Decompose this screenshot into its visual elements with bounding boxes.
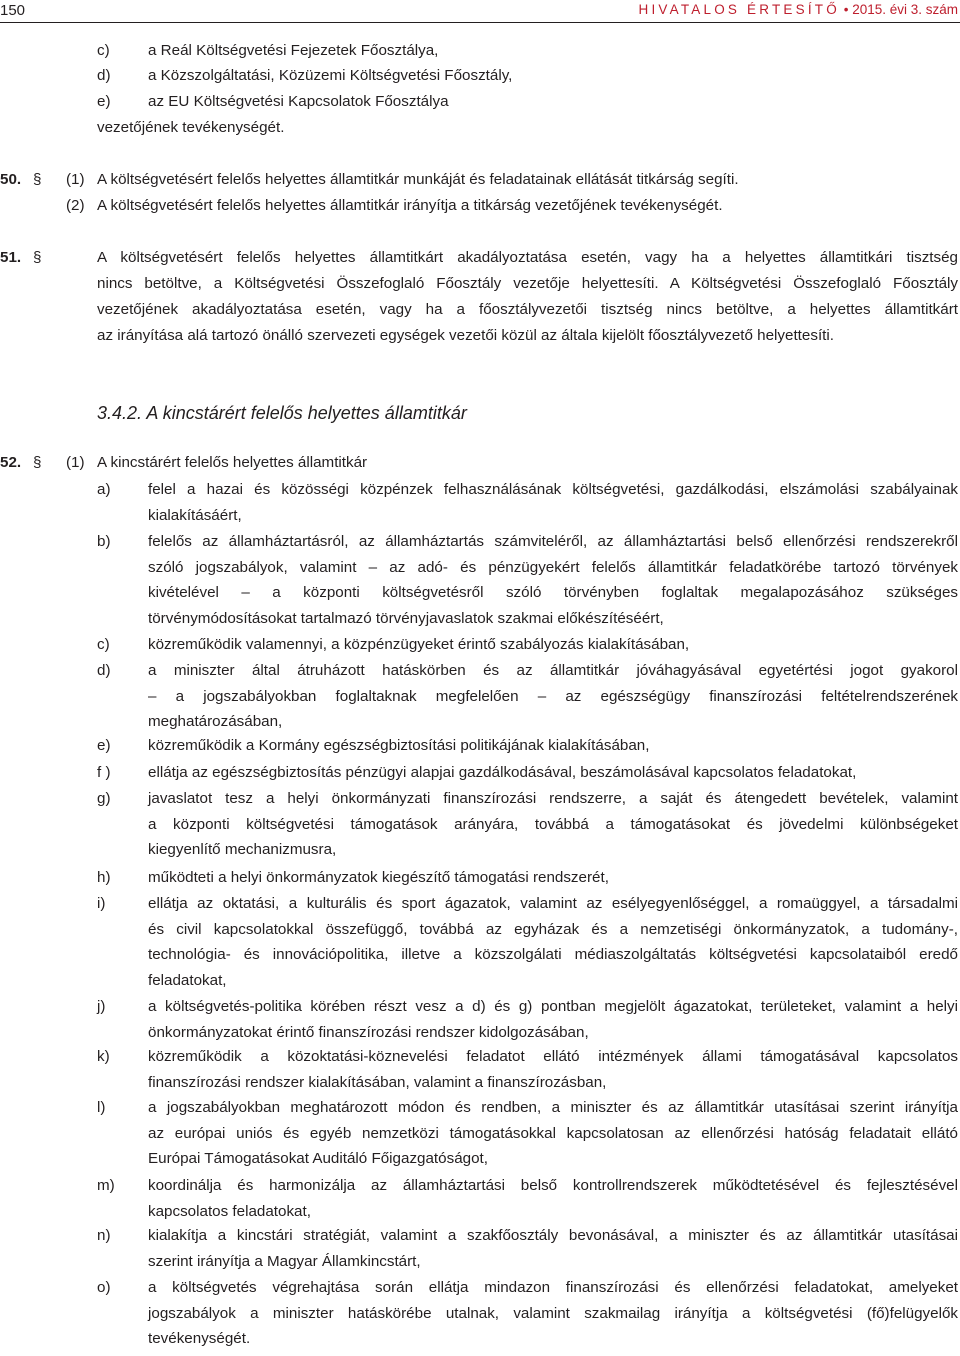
paragraph-label: (2) [66, 197, 85, 214]
paragraph-label: (1) [66, 171, 85, 188]
list-label: l) [97, 1099, 106, 1116]
list-item-line: a költségvetés végrehajtása során ellátja mindazon finanszírozási és ellenőrzési feladatokat, amelyeket [148, 1279, 958, 1296]
list-item-text: az EU Költségvetési Kapcsolatok Főosztálya [148, 93, 449, 110]
list-label: e) [97, 737, 111, 754]
section-number: 51. [0, 249, 22, 266]
issue-label: 2015. évi 3. szám [852, 2, 958, 17]
list-item-line: törvénymódosításokat tartalmazó törvényjavaslatok szakmai előkészítéséért, [148, 610, 664, 627]
paragraph-line: vezetőjének akadályoztatása esetén, vagy ha a főosztályvezetői tisztség nincs betöltve, a helyettes államtitkárt [97, 301, 958, 318]
list-item-line: meghatározásában, [148, 713, 283, 730]
paragraph-text: vezetőjének tevékenységét. [97, 119, 285, 136]
section-symbol: § [33, 171, 42, 188]
section-number: 52. [0, 454, 22, 471]
section-symbol: § [33, 454, 42, 471]
page-header [0, 0, 960, 22]
paragraph-line: az irányítása alá tartozó önálló szervezeti egységek vezetői közül az általa kijelölt főosztályvezető helyettesíti. [97, 327, 834, 344]
list-item-line: működteti a helyi önkormányzatok kiegészítő támogatási rendszerét, [148, 869, 609, 886]
paragraph-text: A kincstárért felelős helyettes államtitkár [97, 454, 368, 471]
list-item-line: ellátja az egészségbiztosítás pénzügyi alapjai gazdálkodásával, beszámolásával kapcsolatos feladatokat, [148, 764, 857, 781]
list-label: c) [97, 42, 110, 59]
list-item-line: javaslatot tesz a helyi önkormányzati finanszírozási rendszerre, a saját és átengedett bevételek, valamint [148, 790, 958, 807]
journal-name: HIVATALOS ÉRTESÍTŐ [638, 2, 840, 17]
list-item-line: a jogszabályokban meghatározott módon és rendben, a miniszter és az államtitkár utasításai szerint irányítja [148, 1099, 958, 1116]
list-item-line: a költségvetés-politika körében részt vesz a d) és g) pontban megjelölt ágazatokat, területeket, valamint a helyi [148, 998, 958, 1015]
list-item-line: közreműködik a Kormány egészségbiztosítási politikájának kialakításában, [148, 737, 650, 754]
list-item-text: a Reál Költségvetési Fejezetek Főosztálya, [148, 42, 439, 59]
list-item-line: kapcsolatos feladatokat, [148, 1203, 311, 1220]
list-item-text: a Közszolgáltatási, Közüzemi Költségvetési Főosztály, [148, 67, 513, 84]
list-label: d) [97, 662, 111, 679]
list-item-line: szóló jogszabályok, valamint – az adó- és pénzügyekért felelős államtitkár feladatkörébe tartozó törvények [148, 559, 958, 576]
list-item-line: technológia- és innovációpolitika, illetve a közszolgálati médiaszolgáltatás költségvetési kapcsolataiból eredő [148, 946, 958, 963]
list-item-line: közreműködik a közoktatási-köznevelési feladatot ellátó intézmények állami támogatásával kapcsolatos [148, 1048, 958, 1065]
list-label: h) [97, 869, 111, 886]
list-item-line: közreműködik valamennyi, a közpénzügyeket érintő szabályozás kialakításában, [148, 636, 690, 653]
list-label: m) [97, 1177, 115, 1194]
paragraph-label: (1) [66, 454, 85, 471]
paragraph-line: nincs betöltve, a Költségvetési Összefoglaló Főosztály vezetője helyettesíti. A Költségvetési Összefoglaló Főosztály [97, 275, 958, 292]
list-item-line: felelős az államháztartásról, az államháztartás számviteléről, az államháztartási belső ellenőrzési rendszerekről [148, 533, 958, 550]
list-item-line: kiegyenlítő mechanizmusra, [148, 841, 337, 858]
paragraph-line: A költségvetésért felelős helyettes államtitkárt akadályoztatása esetén, vagy ha a helyettes államtitkári tisztség [97, 249, 958, 266]
list-item-line: felel a hazai és közösségi közpénzek felhasználásának költségvetési, gazdálkodási, elszámolási szabályainak [148, 481, 958, 498]
list-item-line: – a jogszabályokban foglaltaknak megfelelően – az egészségügy finanszírozási feltételrendszerének [148, 688, 958, 705]
list-item-line: Európai Támogatásokat Auditáló Főigazgatóságot, [148, 1150, 488, 1167]
page-number: 150 [0, 2, 26, 19]
list-item-line: a központi költségvetési támogatások arányára, továbbá a támogatásokat és jövedelmi különbségeket [148, 816, 958, 833]
section-number: 50. [0, 171, 22, 188]
list-item-line: az európai uniós és egyéb nemzetközi támogatásokkal kapcsolatosan az ellenőrzési hatóság feladatait ellátó [148, 1125, 958, 1142]
list-item-line: finanszírozási rendszer kialakításában, valamint a finanszírozásban, [148, 1074, 607, 1091]
list-label: n) [97, 1227, 111, 1244]
list-item-line: kialakítja a kincstári stratégiát, valamint a szakfőosztály bevonásával, a miniszter és az államtitkár utasításai [148, 1227, 958, 1244]
list-label: i) [97, 895, 106, 912]
list-item-line: szerint irányítja a Magyar Államkincstárt, [148, 1253, 421, 1270]
list-item-line: jogszabályok a miniszter hatáskörébe utalnak, valamint szakmailag irányítja a költségvetési (fő)felügyelők [148, 1305, 958, 1322]
list-label: b) [97, 533, 111, 550]
list-label: j) [97, 998, 106, 1015]
list-label: a) [97, 481, 111, 498]
list-item-line: feladatokat, [148, 972, 227, 989]
list-item-line: kivételével – a központi költségvetésről szóló törvényben foglaltak megalapozásához szükséges [148, 584, 958, 601]
list-label: c) [97, 636, 110, 653]
list-label: o) [97, 1279, 111, 1296]
list-label: d) [97, 67, 111, 84]
paragraph-text: A költségvetésért felelős helyettes államtitkár munkáját és feladatainak ellátását titkárság segíti. [97, 171, 739, 188]
list-label: e) [97, 93, 111, 110]
list-label: f ) [97, 764, 111, 781]
list-item-line: a miniszter által átruházott hatáskörben és az államtitkár jóváhagyásával egyetértési jogot gyakorol [148, 662, 958, 679]
bullet-separator: • [843, 2, 849, 17]
section-heading: 3.4.2. A kincstárért felelős helyettes államtitkár [97, 403, 467, 423]
list-item-line: önkormányzatokat érintő finanszírozási rendszer kidolgozásában, [148, 1024, 589, 1041]
journal-title [639, 2, 958, 17]
list-label: g) [97, 790, 111, 807]
paragraph-text: A költségvetésért felelős helyettes államtitkár irányítja a titkárság vezetőjének tevékenységét. [97, 197, 723, 214]
list-item-line: kialakításáért, [148, 507, 242, 524]
list-item-line: ellátja az oktatási, a kulturális és sport ágazatok, valamint az esélyegyenlőséggel, a romaüggyel, a társadalmi [148, 895, 958, 912]
list-item-line: és civil kapcsolatokkal összefüggő, továbbá az egyházak és a nemzetiségi önkormányzatok, a tudomány-, [148, 921, 958, 938]
list-item-line: tevékenységét. [148, 1330, 251, 1347]
header-rule [0, 22, 960, 23]
section-symbol: § [33, 249, 42, 266]
list-label: k) [97, 1048, 110, 1065]
list-item-line: koordinálja és harmonizálja az államháztartási belső kontrollrendszerek működtetésével és fejlesztésével [148, 1177, 958, 1194]
